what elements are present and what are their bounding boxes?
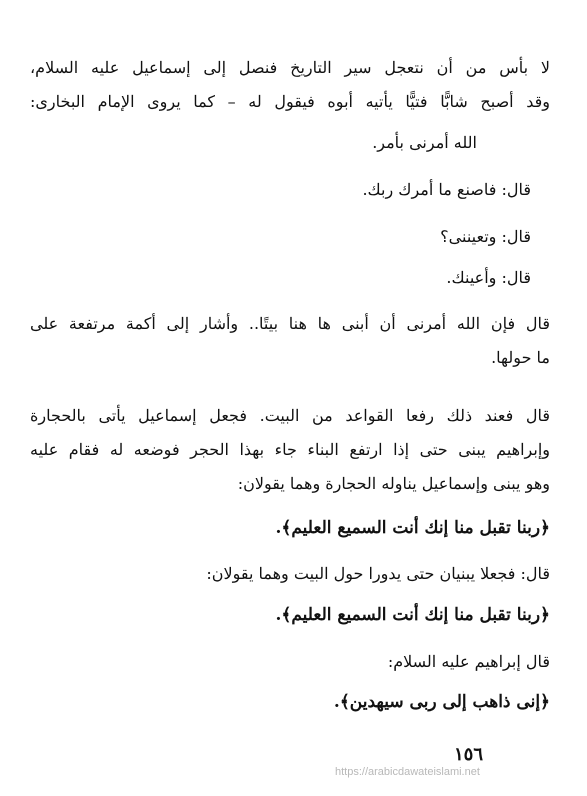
text-line-7: قال فإن الله أمرنى أن أبنى ها هنا بيتًا.. وأشار إلى أكمة مرتفعة على <box>30 314 550 333</box>
page-number: ١٥٦ <box>453 744 483 765</box>
text-line-10: وإبراهيم يبنى حتى إذا ارتفع البناء جاء بهذا الحجر فوضعه له فقام عليه <box>30 440 550 459</box>
text-line-11: وهو يبنى وإسماعيل يناوله الحجارة وهما يقولان: <box>237 474 550 493</box>
quran-verse: ﴿ربنا تقبل منا إنك أنت السميع العليم﴾. <box>275 605 550 625</box>
quran-verse: ﴿إنى ذاهب إلى ربى سيهدين﴾. <box>333 692 550 712</box>
text-line-2: وقد أصبح شابًّا فتيًّا يأتيه أبوه فيقول له – كما يروى الإمام البخارى: <box>30 92 550 111</box>
watermark: https://arabicdawateislami.net <box>335 766 480 778</box>
dialogue-line: قال: وأعينك. <box>446 268 531 287</box>
text-line-9: قال فعند ذلك رفعا القواعد من البيت. فجعل إسماعيل يأتى بالحجارة <box>30 406 550 425</box>
text-line-15: قال إبراهيم عليه السلام: <box>387 652 550 671</box>
dialogue-line: قال: وتعيننى؟ <box>440 227 531 246</box>
quran-verse: ﴿ربنا تقبل منا إنك أنت السميع العليم﴾. <box>275 518 550 538</box>
text-line-8: ما حولها. <box>491 348 550 367</box>
text-line-13: قال: فجعلا يبنيان حتى يدورا حول البيت وهما يقولان: <box>206 564 550 583</box>
text-line-1: لا بأس من أن نتعجل سير التاريخ فنصل إلى إسماعيل عليه السلام، <box>30 58 550 77</box>
dialogue-line: الله أمرنى بأمر. <box>372 133 477 152</box>
dialogue-line: قال: فاصنع ما أمرك ربك. <box>362 180 531 199</box>
